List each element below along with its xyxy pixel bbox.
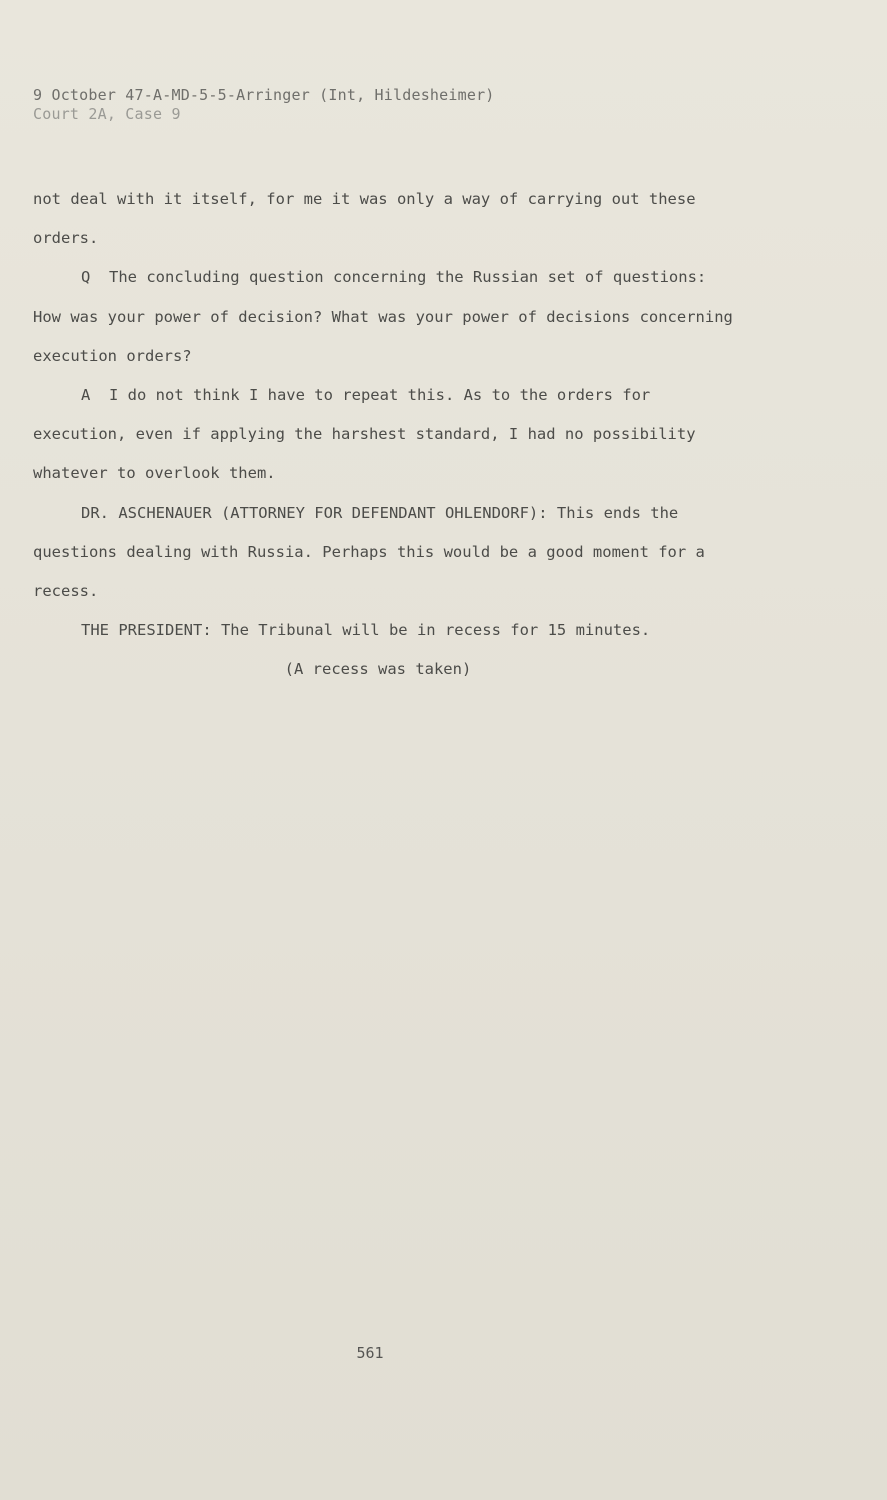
paragraph-continuation xyxy=(33,180,763,258)
text-line: A I do not think I have to repeat this. As to the orders for xyxy=(81,386,651,405)
paragraph-attorney xyxy=(33,494,763,612)
paragraph-answer xyxy=(33,376,763,494)
paragraph-question xyxy=(33,258,763,376)
text-line: How was your power of decision? What was your power of decisions concerning xyxy=(33,307,733,326)
text-line: whatever to overlook them. xyxy=(33,464,276,483)
page-number: 561 xyxy=(356,1344,384,1362)
transcript-body xyxy=(33,180,763,690)
text-line: (A recess was taken) xyxy=(284,660,472,679)
text-line: execution orders? xyxy=(33,346,192,365)
page-header xyxy=(33,86,495,124)
paragraph-president xyxy=(33,611,763,650)
text-line: THE PRESIDENT: The Tribunal will be in recess for 15 minutes. xyxy=(81,621,651,640)
header-court-line: Court 2A, Case 9 xyxy=(33,105,181,123)
header-date-line: 9 October 47-A-MD-5-5-Arringer (Int, Hildesheimer) xyxy=(33,86,495,104)
text-line: Q The concluding question concerning the Russian set of questions: xyxy=(81,268,707,287)
text-line: questions dealing with Russia. Perhaps this would be a good moment for a xyxy=(33,542,705,561)
text-line: recess. xyxy=(33,582,99,601)
text-line: not deal with it itself, for me it was only a way of carrying out these xyxy=(33,190,696,208)
text-line: orders. xyxy=(33,229,99,248)
text-line: DR. ASCHENAUER (ATTORNEY FOR DEFENDANT OHLENDORF): This ends the xyxy=(81,503,679,522)
paragraph-recess-note xyxy=(33,650,763,689)
text-line: execution, even if applying the harshest standard, I had no possibility xyxy=(33,425,696,444)
